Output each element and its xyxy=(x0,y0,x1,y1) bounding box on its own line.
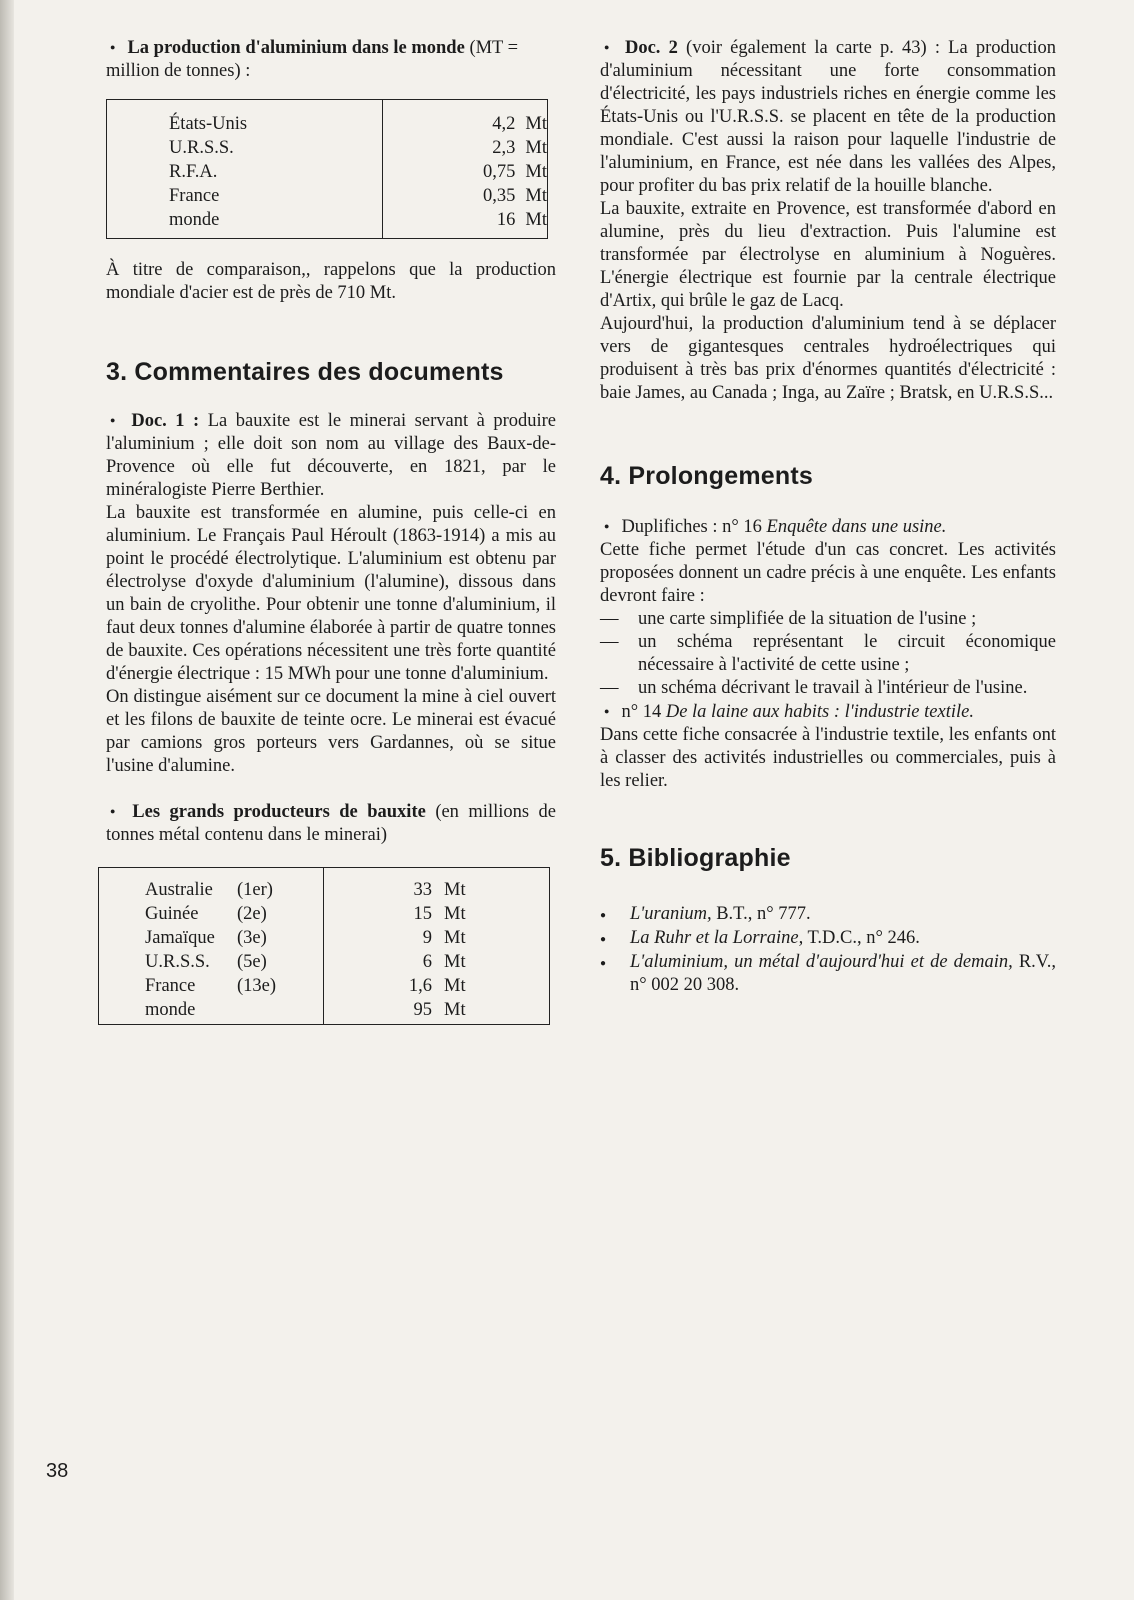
cell-value: 9 xyxy=(422,927,432,948)
table-row-name: États-Unis xyxy=(169,113,248,134)
biblio-item: ● L'aluminium, un métal d'aujourd'hui et de demain, R.V., n° 002 20 308. xyxy=(600,952,1057,995)
section3-heading: 3. Commentaires des documents xyxy=(106,358,504,386)
section5-heading: 5. Bibliographie xyxy=(600,844,791,872)
cell-country: Australie xyxy=(145,879,213,900)
alu-values-cell xyxy=(383,100,548,239)
bauxite-intro xyxy=(106,800,556,847)
prolongement-item-2 xyxy=(600,700,1056,724)
dash-item-1: — une carte simplifiée de la situation de l'usine ; xyxy=(600,609,977,629)
table-row-name: U.R.S.S. xyxy=(169,137,234,158)
table-row-name xyxy=(145,974,323,998)
table-row-name xyxy=(145,878,323,902)
cell-country: France xyxy=(145,975,196,996)
item2-prefix: ● n° 14 xyxy=(600,702,661,722)
alu-intro-subtitle: (MT = million de tonnes) : xyxy=(106,38,519,81)
cell-value: 16 xyxy=(496,209,516,230)
bullet-icon: ● xyxy=(600,958,607,969)
doc2-text: (voir également la carte p. 43) : La production d'aluminium nécessitant une forte consommation d'électricité, les pays industriels riches en énergie comme les États-Unis ou l'U.R.S.S. se placent en tête de la production mondiale. C'est aussi la raison pour laquelle l'industrie de l'aluminium, en France, est née dans les vallées des Alpes, pour profiter du bas prix relatif de la houille blanche. xyxy=(600,38,1056,196)
item1-title: Enquête dans une usine. xyxy=(766,517,947,537)
cell-country: U.R.S.S. xyxy=(145,951,210,972)
prolongement-item-1 xyxy=(600,515,1056,539)
cell-value: 15 xyxy=(413,903,432,924)
cell-unit: Mt xyxy=(525,161,547,182)
cell-value: 0,75 xyxy=(483,161,516,182)
cell-value: 2,3 xyxy=(492,137,516,158)
cell-unit: Mt xyxy=(444,927,466,948)
table-row-value xyxy=(324,926,549,950)
bauxite-subtitle: (en millions de tonnes métal contenu dans le minerai) xyxy=(106,802,557,845)
table-row-value xyxy=(324,902,549,926)
bullet-icon: ● xyxy=(600,910,607,921)
item1-text: Cette fiche permet l'étude d'un cas concret. Les activités proposées donnent un cadre précis à une enquête. Les enfants devront faire : xyxy=(600,540,1056,606)
cell-country: Guinée xyxy=(145,903,199,924)
biblio-item: ● L'uranium, B.T., n° 777. xyxy=(600,903,1056,927)
item1-prefix: ● Duplifiches : n° 16 xyxy=(600,517,762,537)
doc1-paragraph-3: On distingue aisément sur ce document la mine à ciel ouvert et les filons de bauxite de teinte ocre. Le minerai est évacué par camions gros porteurs vers Gardannes, où se situe l'usine d'alumine. xyxy=(106,687,556,776)
cell-unit: Mt xyxy=(444,903,466,924)
page-edge xyxy=(0,0,14,1600)
table-row-name: monde xyxy=(169,209,220,230)
cell-value: 33 xyxy=(413,879,432,900)
doc2-paragraph-3: Aujourd'hui, la production d'aluminium tend à se déplacer vers de gigantesques centrales hydroélectriques qui produisent à très bas prix d'énormes quantités d'électricité : baie James, au Canada ; Inga, au Zaïre ; Bratsk, en U.R.S.S... xyxy=(600,314,1056,403)
biblio-item: ● La Ruhr et la Lorraine, T.D.C., n° 246. xyxy=(600,927,1056,951)
alu-names-cell xyxy=(107,100,383,239)
right-column xyxy=(600,36,1056,997)
comparison-text: À titre de comparaison,, rappelons que la production mondiale d'acier est de près de 710 Mt. xyxy=(106,260,556,303)
cell-unit: Mt xyxy=(525,209,547,230)
cell-value: 1,6 xyxy=(408,975,432,996)
doc2-paragraph xyxy=(600,36,1056,198)
cell-unit: Mt xyxy=(525,113,547,134)
doc2-paragraph-2: La bauxite, extraite en Provence, est transformée d'abord en alumine, près du lieu d'extraction. Puis l'alumine est transformée par électrolyse en aluminium à Noguères. L'énergie électrique est fournie par la centrale électrique d'Artix, qui brûle le gaz de Lacq. xyxy=(600,199,1056,311)
doc1-text: La bauxite est le minerai servant à produire l'aluminium ; elle doit son nom au village des Baux-de-Provence où elle fut découverte, en 1821, par le minéralogiste Pierre Berthier. xyxy=(106,411,556,500)
cell-unit: Mt xyxy=(444,975,466,996)
table-row-name: France xyxy=(169,185,220,206)
doc2-label: ● Doc. 2 xyxy=(600,38,678,58)
bauxite-names-cell xyxy=(99,868,324,1025)
table-row-value xyxy=(324,998,549,1022)
alu-production-table xyxy=(106,99,548,239)
cell-unit: Mt xyxy=(444,879,466,900)
bauxite-title: ● Les grands producteurs de bauxite xyxy=(106,802,426,822)
cell-unit: Mt xyxy=(444,999,466,1020)
table-row-value xyxy=(324,974,549,998)
cell-rank: (3e) xyxy=(237,927,267,948)
cell-value: 95 xyxy=(413,999,432,1020)
cell-unit: Mt xyxy=(525,185,547,206)
table-row-value xyxy=(383,208,547,232)
bullet-icon: ● xyxy=(600,934,607,945)
bibliography-list xyxy=(600,903,1056,997)
cell-rank: (5e) xyxy=(237,951,267,972)
bauxite-producers-table xyxy=(98,867,550,1025)
left-column xyxy=(106,36,556,1025)
table-row-value xyxy=(324,878,549,902)
cell-rank: (13e) xyxy=(237,975,277,996)
item2-text: Dans cette fiche consacrée à l'industrie textile, les enfants ont à classer des activités industrielles ou commerciales, puis à les relier. xyxy=(600,725,1056,791)
cell-country: monde xyxy=(145,999,196,1020)
alu-intro-title: ● La production d'aluminium dans le monde xyxy=(106,38,465,58)
table-row-name xyxy=(145,950,323,974)
alu-intro xyxy=(106,36,556,83)
table-row-value xyxy=(383,184,547,208)
cell-country: Jamaïque xyxy=(145,927,215,948)
table-row-name xyxy=(145,998,323,1022)
cell-unit: Mt xyxy=(444,951,466,972)
dash-item-3: — un schéma décrivant le travail à l'intérieur de l'usine. xyxy=(600,678,1028,698)
table-row-value xyxy=(383,160,547,184)
cell-value: 6 xyxy=(422,951,432,972)
table-row-name: R.F.A. xyxy=(169,161,218,182)
table-row-name xyxy=(145,926,323,950)
table-row-value xyxy=(383,112,547,136)
doc1-label: ● Doc. 1 : xyxy=(106,411,199,431)
table-row-value xyxy=(383,136,547,160)
item2-title: De la laine aux habits : l'industrie textile. xyxy=(665,702,974,722)
doc1-paragraph-2: La bauxite est transformée en alumine, puis celle-ci en aluminium. Le Français Paul Héroult (1863-1914) a mis au point le procédé électrolytique. L'aluminium est obtenu par électrolyse d'oxyde d'aluminium (l'alumine), dissous dans un bain de cryolithe. Pour obtenir une tonne d'aluminium, il faut deux tonnes d'alumine élaborée à partir de quatre tonnes de bauxite. Ces opérations nécessitent une très forte quantité d'énergie électrique : 15 MWh pour une tonne d'aluminium. xyxy=(106,503,556,684)
cell-value: 0,35 xyxy=(483,185,516,206)
section4-heading: 4. Prolongements xyxy=(600,462,813,490)
table-row-name xyxy=(145,902,323,926)
table-row-value xyxy=(324,950,549,974)
doc1-paragraph xyxy=(106,409,556,502)
cell-rank: (2e) xyxy=(237,903,267,924)
cell-unit: Mt xyxy=(525,137,547,158)
cell-value: 4,2 xyxy=(492,113,516,134)
dash-item-2: — un schéma représentant le circuit économique nécessaire à l'activité de cette usine ; xyxy=(600,632,1056,675)
bauxite-values-cell xyxy=(324,868,550,1025)
page-number: 38 xyxy=(46,1460,69,1482)
cell-rank: (1er) xyxy=(237,879,273,900)
